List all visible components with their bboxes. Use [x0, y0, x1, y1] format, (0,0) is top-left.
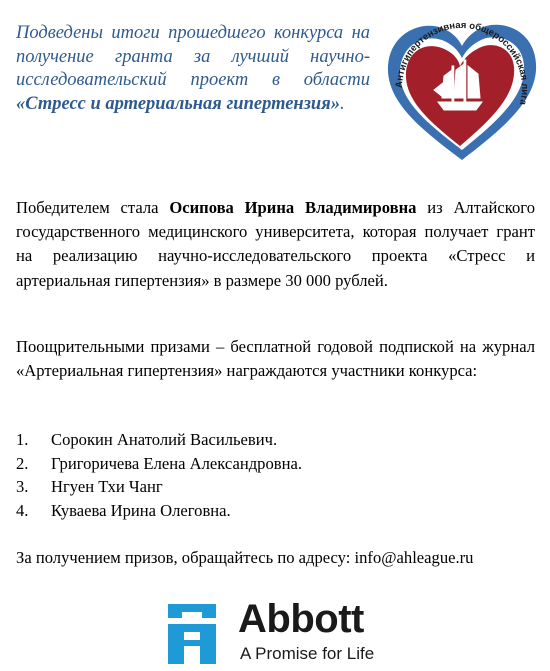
list-item: 3. Нгуен Тхи Чанг	[16, 477, 163, 496]
winner-prefix: Победителем стала	[16, 198, 170, 217]
list-item: 4. Куваева Ирина Олеговна.	[16, 500, 231, 520]
announcement-headline	[16, 22, 370, 116]
contact-paragraph: За получением призов, обращайтесь по адресу: info@ahleague.ru	[16, 548, 474, 567]
headline-project-title: «Стресс и артериальная гипертензия»	[16, 93, 340, 114]
headline-period: .	[340, 93, 345, 114]
headline-text: Подведены итоги прошедшего конкурса на получение гранта за лучший научно-исследовательский проект в области	[16, 23, 370, 90]
sponsor-tagline: A Promise for Life	[240, 644, 375, 663]
list-item: 2. Григоричева Елена Александровна.	[16, 453, 302, 473]
prizes-intro: Поощрительными призами – бесплатной годовой подпиской на журнал «Артериальная гипертензия» награждаются участники конкурса:	[16, 337, 535, 381]
abbott-mark-icon	[162, 602, 222, 666]
participants-list	[16, 428, 302, 522]
winner-details: из Алтайского государственного медицинского университета, которая получает грант на реализацию научно-исследовательского проекта «Стресс и артериальная гипертензия» в размере 30 000 рублей.	[16, 198, 535, 290]
sponsor-logo	[162, 597, 392, 668]
winner-name: Осипова Ирина Владимировна	[169, 198, 417, 217]
league-logo	[382, 10, 542, 170]
list-item: 1. Сорокин Анатолий Васильевич.	[16, 430, 278, 449]
sponsor-name: Abbott	[238, 597, 364, 641]
logo-ring-text: Антигипертензивная общероссийская лига	[393, 19, 531, 106]
winner-paragraph	[16, 196, 535, 293]
